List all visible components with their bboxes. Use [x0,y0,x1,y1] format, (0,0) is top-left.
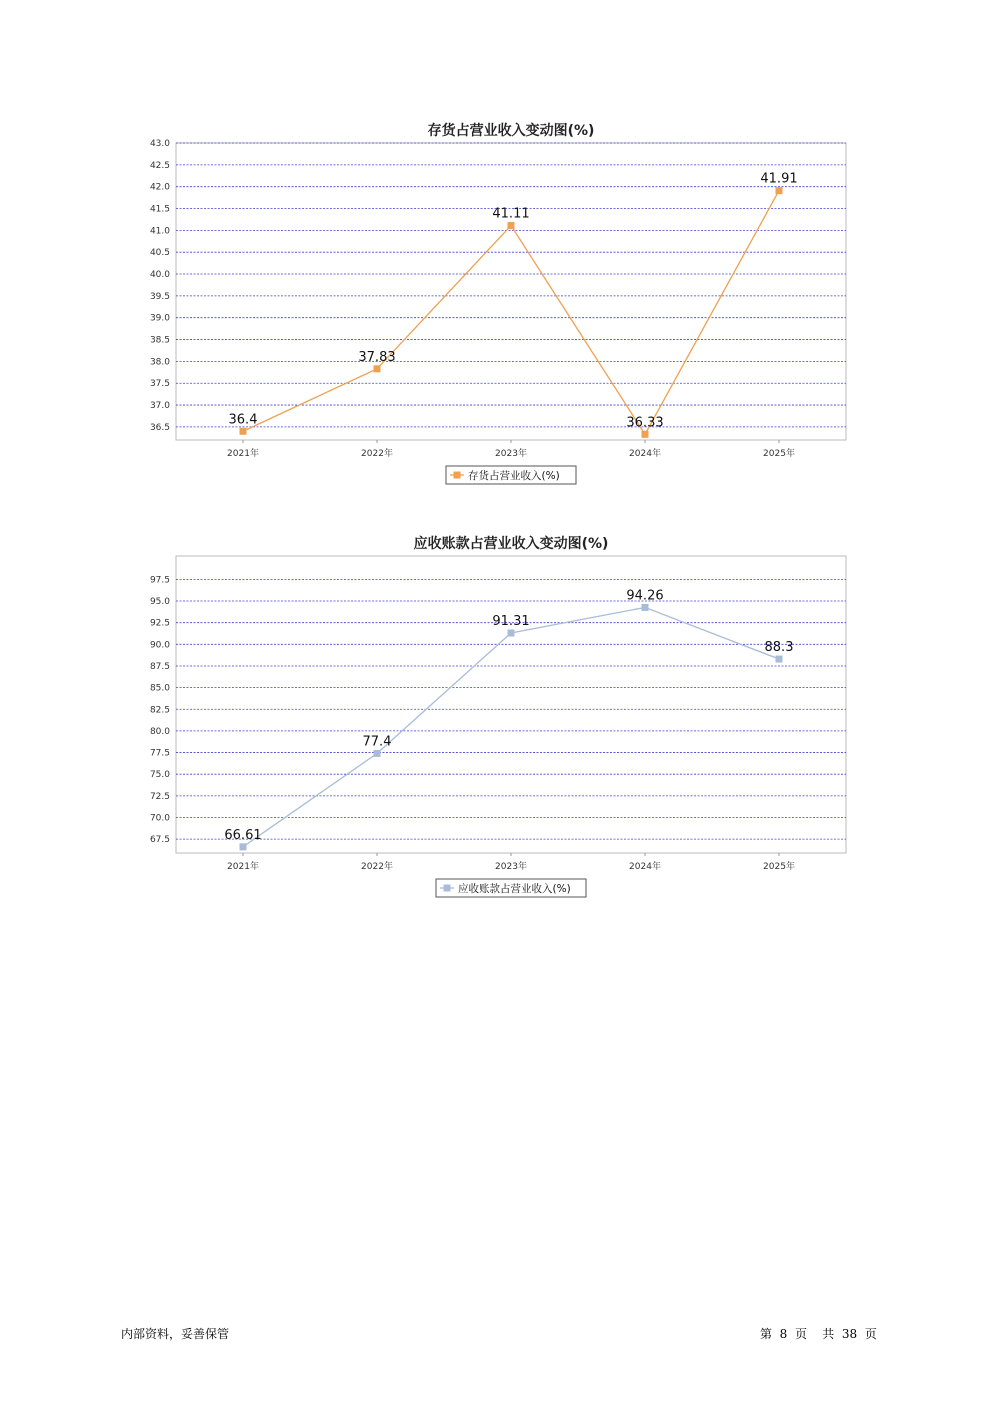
y-tick-label: 92.5 [149,618,170,629]
plot-area [176,556,846,853]
y-tick-label: 75.0 [149,770,170,781]
data-label: 77.4 [362,734,392,750]
y-tick-label: 72.5 [149,791,170,802]
total-prefix: 共 [822,1327,835,1341]
y-tick-label: 82.5 [149,705,170,716]
legend-marker [454,472,461,479]
legend-label: 应收账款占营业收入(%) [458,883,571,895]
x-tick-label: 2025年 [763,449,795,459]
y-tick-label: 41.0 [149,226,170,237]
y-tick-label: 38.0 [149,357,170,368]
total-suffix: 页 [864,1327,877,1341]
data-point [776,656,783,663]
inventory-ratio-chart-svg [140,115,860,495]
y-tick-label: 97.5 [149,575,170,586]
data-point [642,431,649,438]
data-label: 37.83 [358,349,396,365]
x-tick-label: 2021年 [227,862,259,872]
y-tick-label: 37.0 [149,401,170,412]
data-label: 94.26 [626,588,664,604]
page-current: 8 [779,1327,788,1341]
y-tick-label: 38.5 [149,335,170,346]
y-tick-label: 67.5 [149,835,170,846]
x-tick-label: 2022年 [361,862,393,872]
y-tick-label: 39.0 [149,313,170,324]
data-label: 88.3 [764,640,794,656]
receivables-ratio-chart-svg [140,528,860,908]
x-tick-label: 2022年 [361,449,393,459]
y-tick-label: 40.0 [149,270,170,281]
chart-title: 存货占营业收入变动图(%) [427,123,595,139]
data-point [508,629,515,636]
y-tick-label: 39.5 [149,291,170,302]
data-point [508,222,515,229]
data-label: 36.33 [626,415,664,431]
y-tick-label: 77.5 [149,748,170,759]
y-tick-label: 95.0 [149,597,170,608]
data-label: 41.11 [492,206,530,222]
data-label: 66.61 [224,827,262,843]
page-prefix: 第 [760,1327,773,1341]
inventory-ratio-chart [140,115,860,495]
y-tick-label: 36.5 [149,422,170,433]
x-tick-label: 2021年 [227,449,259,459]
page-word: 页 [794,1327,807,1341]
x-tick-label: 2023年 [495,449,527,459]
page-total: 38 [841,1327,858,1341]
x-tick-label: 2024年 [629,862,661,872]
legend-label: 存货占营业收入(%) [468,470,560,482]
data-point [776,187,783,194]
data-point [374,365,381,372]
data-point [240,428,247,435]
y-tick-label: 40.5 [149,248,170,259]
y-tick-label: 37.5 [149,379,170,390]
chart-title: 应收账款占营业收入变动图(%) [413,536,609,552]
y-tick-label: 41.5 [149,204,170,215]
x-tick-label: 2025年 [763,862,795,872]
data-point [642,604,649,611]
plot-area [176,143,846,440]
data-label: 36.4 [228,412,258,428]
receivables-ratio-chart [140,528,860,908]
data-point [240,843,247,850]
page-indicator [760,1325,877,1342]
y-tick-label: 42.0 [149,182,170,193]
data-point [374,750,381,757]
x-tick-label: 2024年 [629,449,661,459]
data-label: 41.91 [760,171,798,187]
confidential-notice: 内部资料，妥善保管 [121,1327,230,1341]
legend-marker [444,885,451,892]
y-tick-label: 87.5 [149,661,170,672]
y-tick-label: 43.0 [149,139,170,149]
y-tick-label: 42.5 [149,160,170,171]
y-tick-label: 85.0 [149,683,170,694]
data-label: 91.31 [492,613,530,629]
y-tick-label: 70.0 [149,813,170,824]
y-tick-label: 80.0 [149,726,170,737]
y-tick-label: 90.0 [149,640,170,651]
x-tick-label: 2023年 [495,862,527,872]
